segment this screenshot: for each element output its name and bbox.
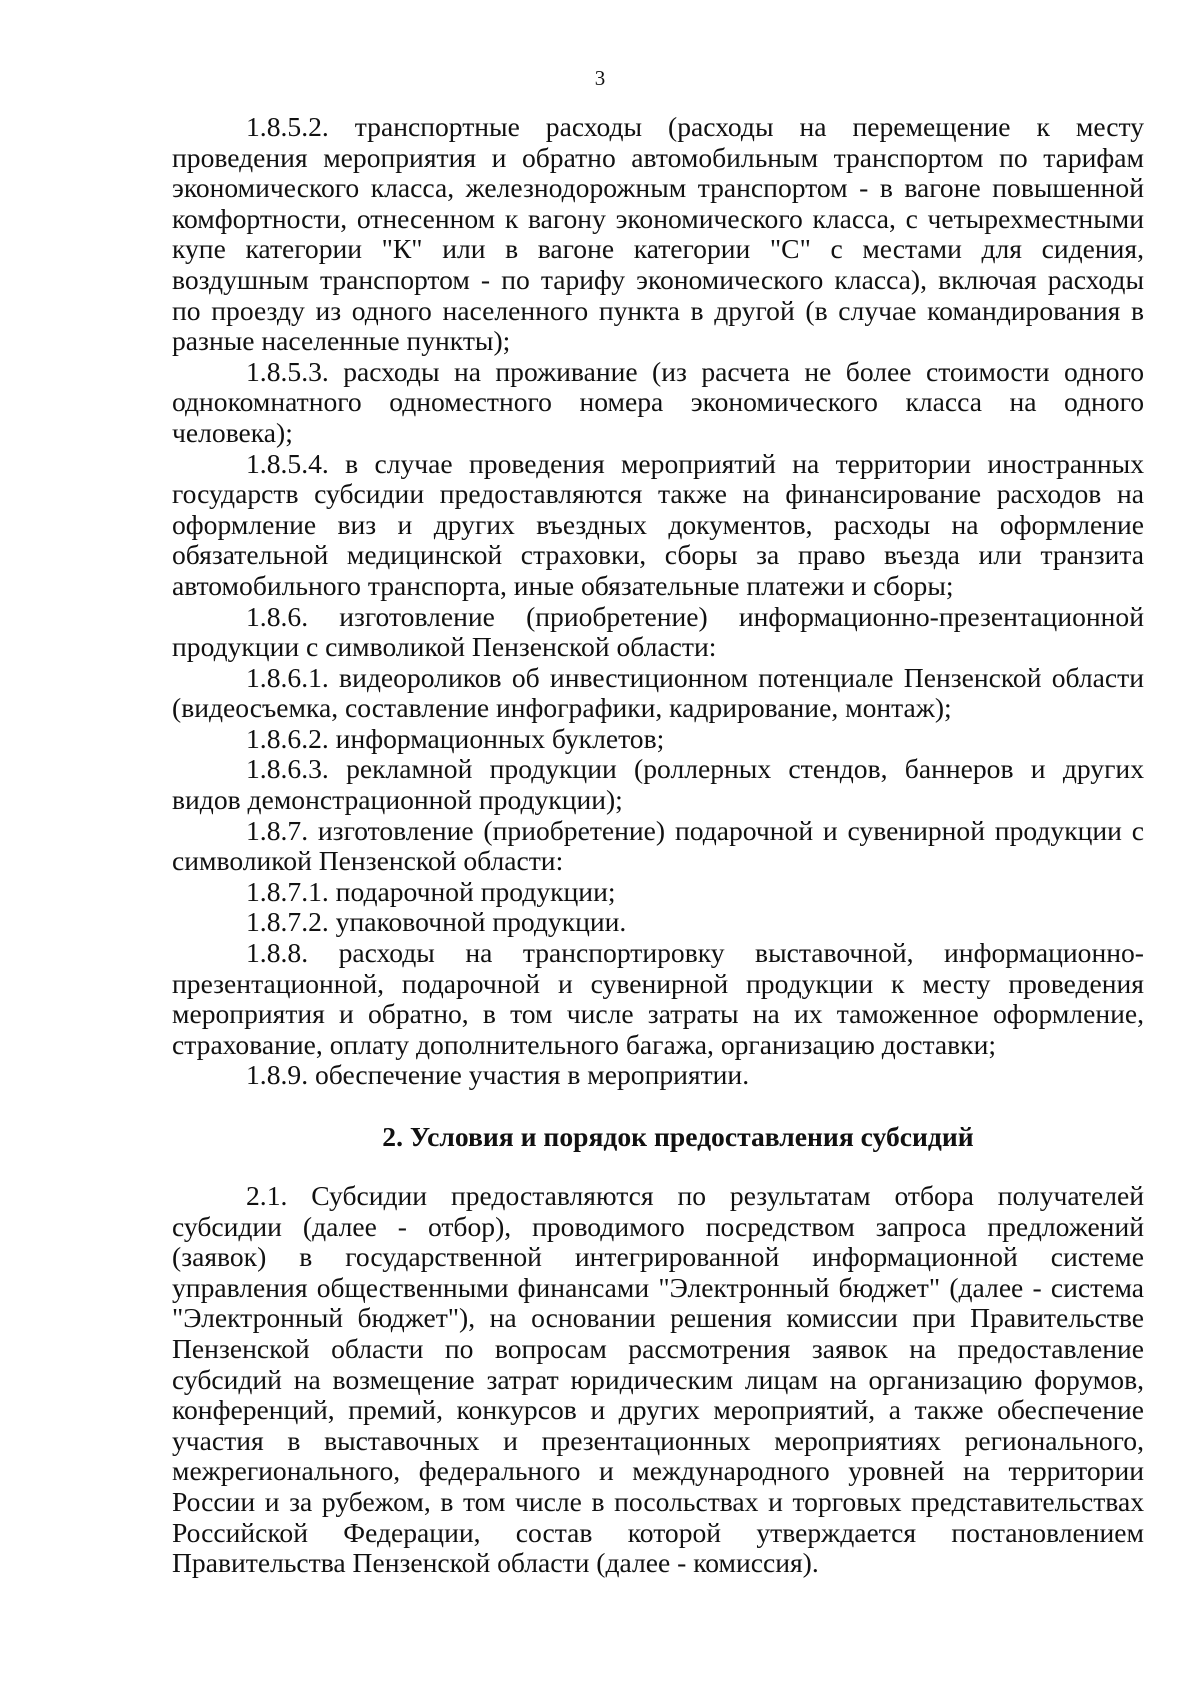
paragraph-1-8-5-4: 1.8.5.4. в случае проведения мероприятий на территории иностранных государств субсидии предоставляются также на финансирование расходов на оформление виз и других въездных документов, расходы на оформление обязательной медицинской страховки, сборы за право въезда или транзита автомобильного транспорта, иные обязательные платежи и сборы; — [172, 447, 1144, 601]
document-body — [172, 112, 1144, 1579]
paragraph-1-8-7-2: 1.8.7.2. упаковочной продукции. — [246, 906, 627, 938]
page-number: 3 — [594, 66, 606, 90]
paragraph-1-8-6-1: 1.8.6.1. видеороликов об инвестиционном потенциале Пензенской области (видеосъемка, составление инфографики, кадрирование, монтаж); — [172, 661, 1144, 724]
paragraph-1-8-9: 1.8.9. обеспечение участия в мероприятии. — [246, 1059, 750, 1091]
paragraph-1-8-6-2: 1.8.6.2. информационных буклетов; — [246, 722, 665, 754]
paragraph-1-8-7: 1.8.7. изготовление (приобретение) подарочной и сувенирной продукции с символикой Пензенской области: — [172, 814, 1144, 877]
paragraph-1-8-5-3: 1.8.5.3. расходы на проживание (из расчета не более стоимости одного однокомнатного одноместного номера экономического класса на одного человека); — [172, 355, 1144, 448]
paragraph-2-1: 2.1. Субсидии предоставляются по результатам отбора получателей субсидии (далее - отбор), проводимого посредством запроса предложений (заявок) в государственной интегрированной информационной системе управления общественными финансами "Электронный бюджет" (далее - система "Электронный бюджет"), на основании решения комиссии при Правительстве Пензенской области по вопросам рассмотрения заявок на предоставление субсидий на возмещение затрат юридическим лицам на организацию форумов, конференций, премий, конкурсов и других мероприятий, а также обеспечение участия в выставочных и презентационных мероприятиях регионального, межрегионального, федерального и международного уровней на территории России и за рубежом, в том числе в посольствах и торговых представительствах Российской Федерации, состав которой утверждается постановлением Правительства Пензенской области (далее - комиссия). — [172, 1180, 1144, 1579]
paragraph-1-8-6-3: 1.8.6.3. рекламной продукции (роллерных стендов, баннеров и других видов демонстрационной продукции); — [172, 753, 1144, 816]
paragraph-1-8-8: 1.8.8. расходы на транспортировку выставочной, информационно-презентационной, подарочной и сувенирной продукции к месту проведения мероприятия и обратно, в том числе затраты на их таможенное оформление, страхование, оплату дополнительного багажа, организацию доставки; — [172, 937, 1144, 1060]
section-heading: 2. Условия и порядок предоставления субсидий — [382, 1121, 974, 1152]
paragraph-1-8-6: 1.8.6. изготовление (приобретение) информационно-презентационной продукции с символикой Пензенской области: — [172, 600, 1144, 663]
paragraph-1-8-7-1: 1.8.7.1. подарочной продукции; — [246, 875, 616, 907]
paragraph-1-8-5-2: 1.8.5.2. транспортные расходы (расходы на перемещение к месту проведения мероприятия и обратно автомобильным транспортом по тарифам экономического класса, железнодорожным транспортом - в вагоне повышенной комфортности, отнесенном к вагону экономического класса, с четырехместными купе категории "К" или в вагоне категории "С" с местами для сидения, воздушным транспортом - по тарифу экономического класса), включая расходы по проезду из одного населенного пункта в другой (в случае командирования в разные населенные пункты); — [172, 111, 1144, 357]
